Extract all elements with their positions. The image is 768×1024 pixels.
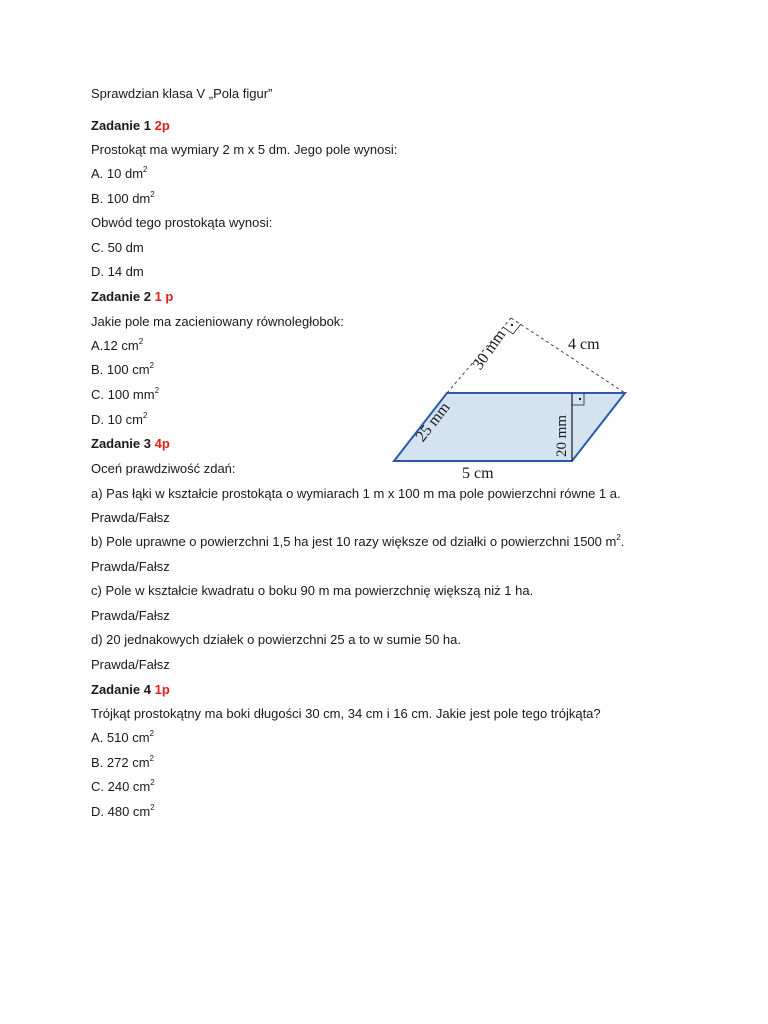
- superscript: 2: [150, 190, 155, 199]
- task-2-option-c: [91, 387, 159, 403]
- task-4-option-a: [91, 730, 154, 746]
- superscript: 2: [143, 165, 148, 174]
- task-4-label: Zadanie 4: [91, 682, 151, 697]
- option-text: C. 240 cm: [91, 779, 151, 794]
- option-text: C. 100 mm: [91, 387, 155, 402]
- task-2-option-a: [91, 338, 143, 354]
- task-2-points: 1 p: [154, 289, 174, 304]
- superscript: 2: [616, 533, 621, 542]
- task-4-points: 1p: [154, 682, 170, 697]
- task-2-label: Zadanie 2: [91, 289, 151, 304]
- task-4-heading: [91, 682, 170, 698]
- right-angle-dot-top: [511, 324, 513, 326]
- superscript: 2: [149, 361, 154, 370]
- statement-text: b) Pole uprawne o powierzchni 1,5 ha jest 10 razy większe od działki o powierzchni 1500 m: [91, 534, 617, 549]
- dashed-height-right: [511, 318, 625, 393]
- task-1-question-area: Prostokąt ma wymiary 2 m x 5 dm. Jego pole wynosi:: [91, 142, 398, 157]
- option-text: D. 10 cm: [91, 412, 144, 427]
- option-text: B. 100 dm: [91, 191, 151, 206]
- option-text: A. 10 dm: [91, 166, 144, 181]
- superscript: 2: [143, 411, 148, 420]
- task-1-option-c: C. 50 dm: [91, 240, 144, 255]
- superscript: 2: [138, 337, 144, 346]
- label-25mm: 25 mm: [412, 399, 454, 446]
- superscript: 2: [154, 386, 160, 395]
- task-2-option-d: [91, 412, 147, 428]
- task-3-label: Zadanie 3: [91, 436, 151, 451]
- right-angle-dot-lower: [579, 398, 581, 400]
- parallelogram-figure: [385, 308, 635, 483]
- option-text: A. 510 cm: [91, 730, 150, 745]
- task-3-points: 4p: [154, 436, 170, 451]
- task-4-option-c: [91, 779, 155, 795]
- task-3-statement-a: a) Pas łąki w kształcie prostokąta o wymiarach 1 m x 100 m ma pole powierzchni równe 1 a.: [91, 486, 621, 501]
- option-text: A.12 cm: [91, 338, 139, 353]
- task-1-option-b: [91, 191, 155, 207]
- task-3-answer-c: Prawda/Fałsz: [91, 608, 170, 623]
- task-2-option-b: [91, 362, 154, 378]
- task-3-answer-a: Prawda/Fałsz: [91, 510, 170, 525]
- task-3-heading: [91, 436, 170, 452]
- task-3-statement-d: d) 20 jednakowych działek o powierzchni 25 a to w sumie 50 ha.: [91, 632, 461, 647]
- task-4-option-d: [91, 804, 155, 820]
- superscript: 2: [149, 729, 154, 738]
- task-1-label: Zadanie 1: [91, 118, 151, 133]
- label-5cm: 5 cm: [462, 465, 494, 482]
- task-2-heading: [91, 289, 173, 305]
- label-4cm: 4 cm: [568, 336, 600, 353]
- task-1-option-a: [91, 166, 147, 182]
- task-3-answer-b: Prawda/Fałsz: [91, 559, 170, 574]
- option-text: D. 480 cm: [91, 804, 151, 819]
- worksheet-title: Sprawdzian klasa V „Pola figur”: [91, 86, 273, 101]
- option-text: B. 100 cm: [91, 362, 150, 377]
- task-3-statement-b: [91, 534, 624, 550]
- task-4-option-b: [91, 755, 154, 771]
- task-3-question: Oceń prawdziwość zdań:: [91, 461, 236, 476]
- superscript: 2: [149, 754, 154, 763]
- statement-end: .: [620, 534, 625, 549]
- task-4-question: Trójkąt prostokątny ma boki długości 30 cm, 34 cm i 16 cm. Jakie jest pole tego trójkąta?: [91, 706, 601, 721]
- task-3-statement-c: c) Pole w kształcie kwadratu o boku 90 m ma powierzchnię większą niż 1 ha.: [91, 583, 534, 598]
- label-20mm: 20 mm: [554, 414, 570, 457]
- option-text: B. 272 cm: [91, 755, 150, 770]
- superscript: 2: [150, 803, 155, 812]
- task-2-question: Jakie pole ma zacieniowany równoległobok:: [91, 314, 344, 329]
- task-1-option-d: D. 14 dm: [91, 264, 144, 279]
- superscript: 2: [150, 778, 155, 787]
- task-1-points: 2p: [154, 118, 170, 133]
- task-3-answer-d: Prawda/Fałsz: [91, 657, 170, 672]
- task-1-heading: [91, 118, 170, 134]
- task-1-question-perimeter: Obwód tego prostokąta wynosi:: [91, 215, 273, 230]
- label-30mm: 30 mm: [469, 326, 510, 374]
